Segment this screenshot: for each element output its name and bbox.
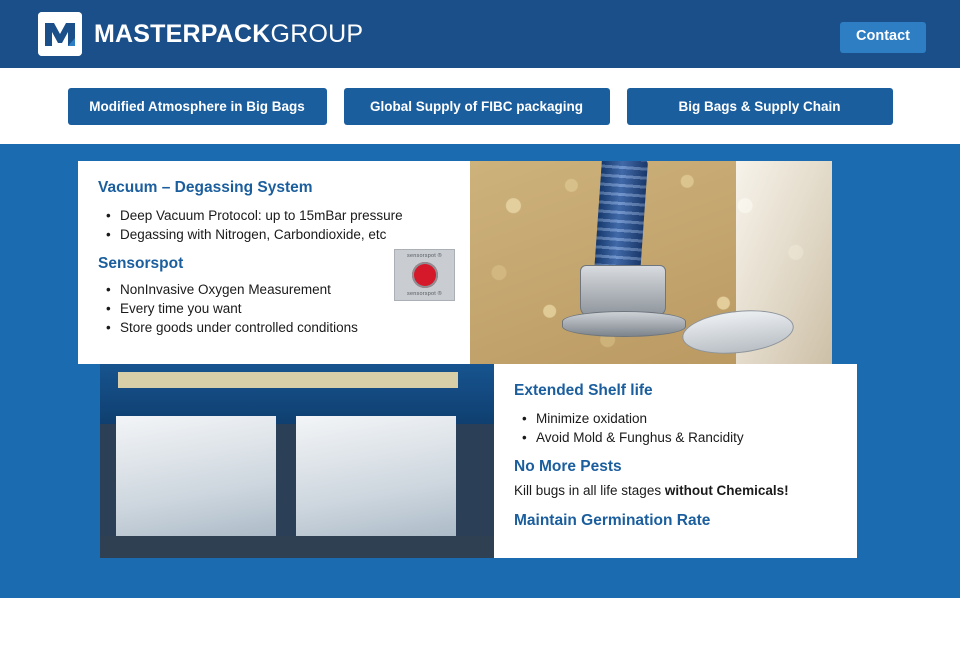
list-item: • Deep Vacuum Protocol: up to 15mBar pressure: [98, 206, 450, 225]
machine-frame: [100, 364, 494, 424]
factory-floor: [100, 536, 494, 558]
list-item: • Store goods under controlled conditions: [98, 318, 450, 337]
list-item: • Every time you want: [98, 299, 450, 318]
sensorspot-badge-icon: [394, 249, 455, 301]
extended-shelf-life-card: [494, 364, 857, 558]
masterpack-m-logo-icon: [38, 12, 82, 56]
list-item: • Avoid Mold & Funghus & Rancidity: [514, 428, 837, 447]
pests-description: [514, 483, 837, 498]
vacuum-nozzle-base: [562, 311, 686, 337]
contact-button[interactable]: Contact: [840, 22, 926, 53]
no-more-pests-title: No More Pests: [514, 458, 622, 475]
bottom-content-row: [100, 364, 857, 558]
sensorspot-indicator-dot: [412, 262, 438, 288]
brand-logo[interactable]: [38, 12, 363, 56]
site-header: [0, 0, 960, 68]
brand-name-main: MASTERPACK: [94, 19, 271, 48]
list-item: • NonInvasive Oxygen Measurement: [98, 280, 450, 299]
tab-bar: [0, 68, 960, 144]
tab-global-supply[interactable]: Global Supply of FIBC packaging: [344, 88, 610, 125]
pests-description-bold: without Chemicals!: [664, 483, 789, 498]
shelf-bullet-list: [514, 409, 837, 447]
tab-modified-atmosphere[interactable]: Modified Atmosphere in Big Bags: [68, 88, 327, 125]
brand-name-light: GROUP: [270, 19, 364, 48]
germination-rate-note: Maintain Germination Rate: [514, 512, 711, 529]
pests-description-plain: Kill bugs in all life stages: [514, 483, 665, 498]
vacuum-card-title: Vacuum – Degassing System: [98, 179, 313, 196]
sensorspot-title: Sensorspot: [98, 255, 184, 272]
page-footer: [0, 598, 960, 655]
big-bag-filling-machine-photo: [100, 364, 494, 558]
vacuum-nozzle: [580, 265, 666, 317]
shelf-card-title: Extended Shelf life: [514, 382, 653, 399]
content-panel: [0, 144, 960, 598]
tab-supply-chain[interactable]: Big Bags & Supply Chain: [627, 88, 893, 125]
vacuum-degassing-card: [78, 161, 470, 364]
list-item: • Degassing with Nitrogen, Carbondioxide, etc: [98, 225, 450, 244]
sensorspot-badge-bottom-text: sensorspot ®: [407, 291, 442, 297]
vacuum-hose: [594, 161, 648, 278]
top-content-row: [78, 161, 840, 364]
sensorspot-badge-top-text: sensorspot ®: [407, 253, 442, 259]
brand-name: [94, 20, 363, 49]
list-item: • Minimize oxidation: [514, 409, 837, 428]
vacuum-bullet-list: [98, 206, 450, 244]
vacuum-nozzle-on-grain-photo: [470, 161, 832, 364]
